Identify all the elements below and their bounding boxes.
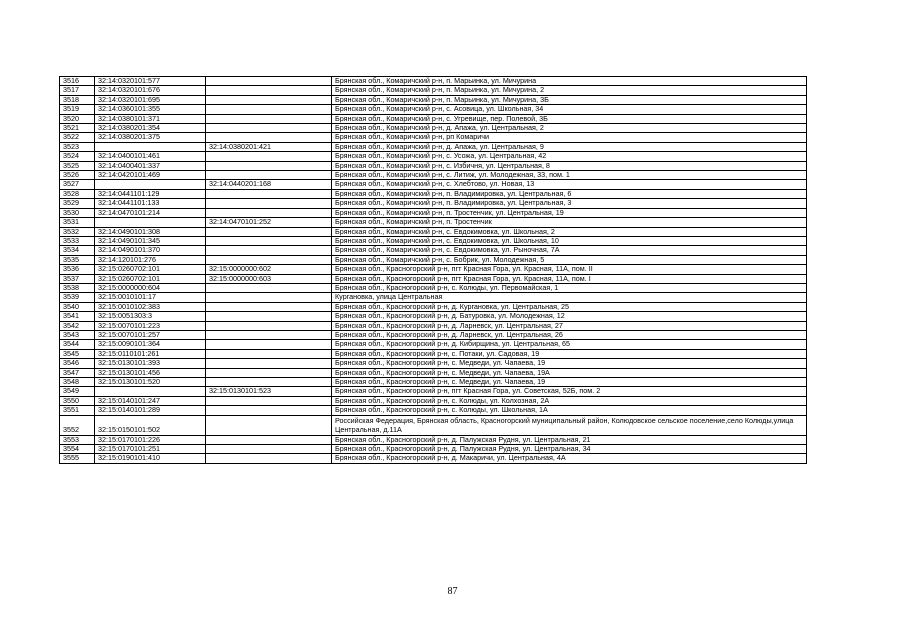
address-cell: Брянская обл., Красногорский р-н, с. Колюды, ул. Колхозная, 2А	[332, 396, 807, 405]
address-cell: Брянская обл., Комаричский р-н, с. Угревище, пер. Полевой, 3Б	[332, 114, 807, 123]
table-row	[60, 124, 807, 133]
table-row	[60, 368, 807, 377]
address-cell: Брянская обл., Красногорский р-н, д. Батуровка, ул. Молодежная, 12	[332, 312, 807, 321]
table-row	[60, 133, 807, 142]
table-row	[60, 105, 807, 114]
secondary-cadastral-number-cell	[206, 293, 332, 302]
secondary-cadastral-number-cell	[206, 246, 332, 255]
address-cell: Брянская обл., Комаричский р-н, п. Тростенчик, ул. Центральная, 19	[332, 208, 807, 217]
row-number-cell: 3524	[60, 152, 95, 161]
cadastral-number-cell	[95, 387, 206, 396]
table-row	[60, 208, 807, 217]
row-number-cell: 3518	[60, 95, 95, 104]
row-number-cell: 3546	[60, 359, 95, 368]
cadastral-number-cell: 32:14:0490101:345	[95, 236, 206, 245]
secondary-cadastral-number-cell	[206, 105, 332, 114]
row-number-cell: 3534	[60, 246, 95, 255]
property-register-table	[59, 76, 807, 464]
cadastral-number-cell: 32:15:0000000:604	[95, 283, 206, 292]
table-row	[60, 152, 807, 161]
secondary-cadastral-number-cell	[206, 454, 332, 463]
address-cell: Кургановка, улица Центральная	[332, 293, 807, 302]
address-cell: Брянская обл., Комаричский р-н, с. Избичня, ул. Центральная, 8	[332, 161, 807, 170]
cadastral-number-cell: 32:15:0010101:17	[95, 293, 206, 302]
row-number-cell: 3554	[60, 445, 95, 454]
secondary-cadastral-number-cell	[206, 415, 332, 435]
secondary-cadastral-number-cell	[206, 406, 332, 415]
secondary-cadastral-number-cell	[206, 199, 332, 208]
table-row	[60, 246, 807, 255]
secondary-cadastral-number-cell	[206, 236, 332, 245]
address-cell: Брянская обл., Комаричский р-н, с. Асовица, ул. Школьная, 34	[332, 105, 807, 114]
table-row	[60, 180, 807, 189]
row-number-cell: 3548	[60, 378, 95, 387]
cadastral-number-cell	[95, 218, 206, 227]
table-row	[60, 396, 807, 405]
row-number-cell: 3528	[60, 189, 95, 198]
secondary-cadastral-number-cell	[206, 368, 332, 377]
address-cell: Брянская обл., Красногорский р-н, пгт Красная Гора, ул. Красная, 11А, пом. I	[332, 274, 807, 283]
secondary-cadastral-number-cell	[206, 189, 332, 198]
secondary-cadastral-number-cell	[206, 302, 332, 311]
secondary-cadastral-number-cell	[206, 312, 332, 321]
address-cell: Брянская обл., Комаричский р-н, п. Владимировка, ул. Центральная, 6	[332, 189, 807, 198]
row-number-cell: 3541	[60, 312, 95, 321]
row-number-cell: 3532	[60, 227, 95, 236]
table-row	[60, 445, 807, 454]
table-row	[60, 161, 807, 170]
table-row	[60, 330, 807, 339]
cadastral-number-cell: 32:15:0090101:364	[95, 340, 206, 349]
address-cell: Брянская обл., Красногорский р-н, с. Колюды, ул. Первомайская, 1	[332, 283, 807, 292]
address-cell: Российская Федерация, Брянская область, Красногорский муниципальный район, Колюдовское сельское поселение,село Колюды,улица Центральная, д.11А	[332, 415, 807, 435]
row-number-cell: 3527	[60, 180, 95, 189]
secondary-cadastral-number-cell	[206, 359, 332, 368]
address-cell: Брянская обл., Комаричский р-н, с. Евдокимовка, ул. Школьная, 2	[332, 227, 807, 236]
secondary-cadastral-number-cell	[206, 86, 332, 95]
secondary-cadastral-number-cell	[206, 340, 332, 349]
cadastral-number-cell	[95, 142, 206, 151]
row-number-cell: 3538	[60, 283, 95, 292]
address-cell: Брянская обл., Комаричский р-н, рп Комаричи	[332, 133, 807, 142]
address-cell: Брянская обл., Комаричский р-н, с. Бобрик, ул. Молодежная, 5	[332, 255, 807, 264]
secondary-cadastral-number-cell	[206, 378, 332, 387]
cadastral-number-cell: 32:14:0420101:469	[95, 171, 206, 180]
secondary-cadastral-number-cell: 32:14:0470101:252	[206, 218, 332, 227]
cadastral-number-cell: 32:15:0140101:289	[95, 406, 206, 415]
table-row	[60, 77, 807, 86]
cadastral-number-cell: 32:15:0130101:520	[95, 378, 206, 387]
address-cell: Брянская обл., Комаричский р-н, п. Тростенчик	[332, 218, 807, 227]
table-row	[60, 378, 807, 387]
row-number-cell: 3529	[60, 199, 95, 208]
table-row	[60, 218, 807, 227]
table-row	[60, 114, 807, 123]
address-cell: Брянская обл., Комаричский р-н, с. Усожа, ул. Центральная, 42	[332, 152, 807, 161]
table-row	[60, 255, 807, 264]
address-cell: Брянская обл., Красногорский р-н, с. Потаки, ул. Садовая, 19	[332, 349, 807, 358]
row-number-cell: 3517	[60, 86, 95, 95]
table-row	[60, 283, 807, 292]
cadastral-number-cell: 32:15:0130101:393	[95, 359, 206, 368]
table-row	[60, 312, 807, 321]
row-number-cell: 3537	[60, 274, 95, 283]
cadastral-number-cell: 32:14:0490101:370	[95, 246, 206, 255]
row-number-cell: 3552	[60, 415, 95, 435]
table-row	[60, 406, 807, 415]
row-number-cell: 3555	[60, 454, 95, 463]
address-cell: Брянская обл., Комаричский р-н, с. Евдокимовка, ул. Школьная, 10	[332, 236, 807, 245]
table-row	[60, 387, 807, 396]
table-row	[60, 86, 807, 95]
cadastral-number-cell: 32:14:0380201:354	[95, 124, 206, 133]
table-row	[60, 293, 807, 302]
row-number-cell: 3547	[60, 368, 95, 377]
row-number-cell: 3520	[60, 114, 95, 123]
row-number-cell: 3543	[60, 330, 95, 339]
address-cell: Брянская обл., Красногорский р-н, с. Медведи, ул. Чапаева, 19А	[332, 368, 807, 377]
row-number-cell: 3526	[60, 171, 95, 180]
secondary-cadastral-number-cell: 32:15:0130101:523	[206, 387, 332, 396]
row-number-cell: 3522	[60, 133, 95, 142]
page-number: 87	[447, 586, 458, 597]
address-cell: Брянская обл., Комаричский р-н, п. Марьинка, ул. Мичурина, 3Б	[332, 95, 807, 104]
cadastral-number-cell: 32:15:0150101:502	[95, 415, 206, 435]
address-cell: Брянская обл., Красногорский р-н, д. Ларневск, ул. Центральная, 27	[332, 321, 807, 330]
secondary-cadastral-number-cell: 32:15:0000000:603	[206, 274, 332, 283]
table-row	[60, 454, 807, 463]
cadastral-number-cell: 32:15:0190101:410	[95, 454, 206, 463]
row-number-cell: 3544	[60, 340, 95, 349]
cadastral-number-cell: 32:14:0320101:577	[95, 77, 206, 86]
address-cell: Брянская обл., Комаричский р-н, с. Литиж, ул. Молодежная, 33, пом. 1	[332, 171, 807, 180]
secondary-cadastral-number-cell	[206, 445, 332, 454]
secondary-cadastral-number-cell	[206, 283, 332, 292]
secondary-cadastral-number-cell	[206, 321, 332, 330]
cadastral-number-cell: 32:14:0380101:371	[95, 114, 206, 123]
table-row	[60, 265, 807, 274]
cadastral-number-cell: 32:15:0110101:261	[95, 349, 206, 358]
address-cell: Брянская обл., Комаричский р-н, с. Хлебтово, ул. Новая, 13	[332, 180, 807, 189]
secondary-cadastral-number-cell: 32:15:0000000:602	[206, 265, 332, 274]
cadastral-number-cell: 32:14:0320101:676	[95, 86, 206, 95]
address-cell: Брянская обл., Красногорский р-н, пгт Красная Гора, ул. Советская, 52Б, пом. 2	[332, 387, 807, 396]
table-row	[60, 189, 807, 198]
row-number-cell: 3540	[60, 302, 95, 311]
row-number-cell: 3516	[60, 77, 95, 86]
address-cell: Брянская обл., Комаричский р-н, п. Владимировка, ул. Центральная, 3	[332, 199, 807, 208]
secondary-cadastral-number-cell	[206, 77, 332, 86]
address-cell: Брянская обл., Комаричский р-н, с. Евдокимовка, ул. Рыночная, 7А	[332, 246, 807, 255]
table-row	[60, 435, 807, 444]
address-cell: Брянская обл., Комаричский р-н, д. Апажа, ул. Центральная, 9	[332, 142, 807, 151]
table-row	[60, 95, 807, 104]
address-cell: Брянская обл., Красногорский р-н, д. Ларневск, ул. Центральная, 26	[332, 330, 807, 339]
table-row	[60, 415, 807, 435]
table-row	[60, 199, 807, 208]
secondary-cadastral-number-cell	[206, 255, 332, 264]
address-cell: Брянская обл., Комаричский р-н, д. Апажа, ул. Центральная, 2	[332, 124, 807, 133]
address-cell: Брянская обл., Комаричский р-н, п. Марьинка, ул. Мичурина, 2	[332, 86, 807, 95]
address-cell: Брянская обл., Красногорский р-н, с. Медведи, ул. Чапаева, 19	[332, 359, 807, 368]
secondary-cadastral-number-cell	[206, 133, 332, 142]
table-row	[60, 227, 807, 236]
address-cell: Брянская обл., Красногорский р-н, д. Кибирщина, ул. Центральная, 65	[332, 340, 807, 349]
cadastral-number-cell: 32:14:0490101:308	[95, 227, 206, 236]
table-row	[60, 359, 807, 368]
secondary-cadastral-number-cell	[206, 435, 332, 444]
row-number-cell: 3539	[60, 293, 95, 302]
secondary-cadastral-number-cell	[206, 349, 332, 358]
secondary-cadastral-number-cell	[206, 208, 332, 217]
cadastral-number-cell: 32:14:0400101:461	[95, 152, 206, 161]
cadastral-number-cell: 32:15:0170101:251	[95, 445, 206, 454]
secondary-cadastral-number-cell	[206, 114, 332, 123]
cadastral-number-cell: 32:14:0380201:375	[95, 133, 206, 142]
cadastral-number-cell: 32:14:0441101:133	[95, 199, 206, 208]
cadastral-number-cell	[95, 180, 206, 189]
row-number-cell: 3536	[60, 265, 95, 274]
row-number-cell: 3545	[60, 349, 95, 358]
address-cell: Брянская обл., Комаричский р-н, п. Марьинка, ул. Мичурина	[332, 77, 807, 86]
cadastral-number-cell: 32:15:0070101:257	[95, 330, 206, 339]
row-number-cell: 3525	[60, 161, 95, 170]
address-cell: Брянская обл., Красногорский р-н, д. Палужская Рудня, ул. Центральная, 34	[332, 445, 807, 454]
row-number-cell: 3519	[60, 105, 95, 114]
secondary-cadastral-number-cell	[206, 396, 332, 405]
cadastral-number-cell: 32:14:0360101:355	[95, 105, 206, 114]
cadastral-number-cell: 32:14:0470101:214	[95, 208, 206, 217]
secondary-cadastral-number-cell	[206, 330, 332, 339]
secondary-cadastral-number-cell: 32:14:0440201:168	[206, 180, 332, 189]
cadastral-number-cell: 32:15:0260702:101	[95, 274, 206, 283]
table-body	[60, 77, 807, 464]
table-row	[60, 274, 807, 283]
cadastral-number-cell: 32:15:0070101:223	[95, 321, 206, 330]
cadastral-number-cell: 32:14:0320101:695	[95, 95, 206, 104]
table-row	[60, 236, 807, 245]
row-number-cell: 3542	[60, 321, 95, 330]
row-number-cell: 3523	[60, 142, 95, 151]
secondary-cadastral-number-cell	[206, 171, 332, 180]
row-number-cell: 3553	[60, 435, 95, 444]
address-cell: Брянская обл., Красногорский р-н, с. Медведи, ул. Чапаева, 19	[332, 378, 807, 387]
table-row	[60, 171, 807, 180]
row-number-cell: 3551	[60, 406, 95, 415]
cadastral-number-cell: 32:15:0170101:226	[95, 435, 206, 444]
secondary-cadastral-number-cell: 32:14:0380201:421	[206, 142, 332, 151]
table-row	[60, 349, 807, 358]
address-cell: Брянская обл., Красногорский р-н, д. Макаричи, ул. Центральная, 4А	[332, 454, 807, 463]
cadastral-number-cell: 32:15:0010102:383	[95, 302, 206, 311]
row-number-cell: 3550	[60, 396, 95, 405]
secondary-cadastral-number-cell	[206, 161, 332, 170]
cadastral-number-cell: 32:14:120101:276	[95, 255, 206, 264]
row-number-cell: 3521	[60, 124, 95, 133]
row-number-cell: 3533	[60, 236, 95, 245]
secondary-cadastral-number-cell	[206, 227, 332, 236]
cadastral-number-cell: 32:15:0051303:3	[95, 312, 206, 321]
table-row	[60, 340, 807, 349]
secondary-cadastral-number-cell	[206, 95, 332, 104]
cadastral-number-cell: 32:15:0130101:456	[95, 368, 206, 377]
cadastral-number-cell: 32:15:0260702:101	[95, 265, 206, 274]
cadastral-number-cell: 32:14:0400401:337	[95, 161, 206, 170]
secondary-cadastral-number-cell	[206, 152, 332, 161]
address-cell: Брянская обл., Красногорский р-н, с. Колюды, ул. Школьная, 1А	[332, 406, 807, 415]
table-row	[60, 321, 807, 330]
row-number-cell: 3535	[60, 255, 95, 264]
address-cell: Брянская обл., Красногорский р-н, д. Палужская Рудня, ул. Центральная, 21	[332, 435, 807, 444]
address-cell: Брянская обл., Красногорский р-н, д. Кургановка, ул. Центральная, 25	[332, 302, 807, 311]
row-number-cell: 3530	[60, 208, 95, 217]
table-row	[60, 142, 807, 151]
address-cell: Брянская обл., Красногорский р-н, пгт Красная Гора, ул. Красная, 11А, пом. II	[332, 265, 807, 274]
secondary-cadastral-number-cell	[206, 124, 332, 133]
row-number-cell: 3531	[60, 218, 95, 227]
table-row	[60, 302, 807, 311]
cadastral-number-cell: 32:14:0441101:129	[95, 189, 206, 198]
cadastral-number-cell: 32:15:0140101:247	[95, 396, 206, 405]
row-number-cell: 3549	[60, 387, 95, 396]
